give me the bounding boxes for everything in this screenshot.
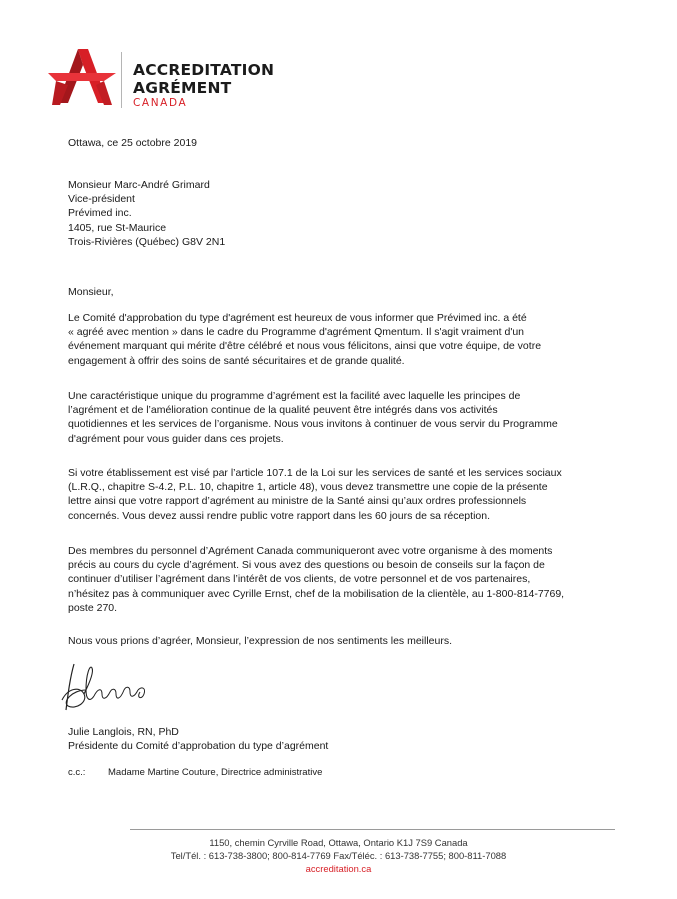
paragraph-line: Le Comité d'approbation du type d'agrément est heureux de vous informer que Prévimed inc. a été <box>68 312 527 324</box>
paragraph-line: n’hésitez pas à communiquer avec Cyrille Ernst, chef de la mobilisation de la clientèle, au 1-800-814-7769, <box>68 587 565 600</box>
paragraph-line: concernés. Vous devez aussi rendre public votre rapport dans les 60 jours de sa réception. <box>68 509 490 522</box>
footer-phones: Tel/Tél. : 613-738-3800; 800-814-7769 Fax/Téléc. : 613-738-7755; 800-811-7088 <box>170 850 507 861</box>
recipient-address <box>68 178 225 249</box>
paragraph-line: Une caractéristique unique du programme d’agrément est la facilité avec laquelle les principes de <box>68 390 521 402</box>
logo-wordmark <box>133 63 274 109</box>
cc-label: c.c.: <box>68 767 86 778</box>
recipient-line: Prévimed inc. <box>68 207 132 220</box>
paragraph-line: (L.R.Q., chapitre S-4.2, P.L. 10, chapitre 1, article 48), vous devez transmettre une copie de la présente <box>68 481 548 494</box>
logo-divider <box>121 52 122 108</box>
logo-text-agrement: AGRÉMENT <box>133 78 232 97</box>
paragraph-line: Des membres du personnel d’Agrément Canada communiqueront avec votre organisme à des moments <box>68 545 553 557</box>
paragraph-line: l’agrément et de l’amélioration continue de la qualité peuvent être intégrés dans vos activités <box>68 404 498 417</box>
paragraph-line: Si votre établissement est visé par l’article 107.1 de la Loi sur les services de santé et les services sociaux <box>68 467 562 479</box>
logo-text-accreditation: ACCREDITATION <box>133 61 275 79</box>
paragraph-line: engagement à offrir des soins de santé sécuritaires et de grande qualité. <box>68 354 405 367</box>
paragraph-line: quotidiennes et les services de l’organisme. Nous vous invitons à continuer de vous servir du Programme <box>68 418 558 431</box>
cc-recipient: Madame Martine Couture, Directrice administrative <box>108 767 323 778</box>
handwritten-signature <box>60 660 150 718</box>
paragraph-line: événement marquant qui mérite d'être célébré et nous vous félicitons, ainsi que votre équipe, de votre <box>68 340 542 353</box>
paragraph-line: d'agrément pour vous guider dans ces projets. <box>68 432 284 445</box>
recipient-line: Monsieur Marc-André Grimard <box>68 179 210 191</box>
letter-date: Ottawa, ce 25 octobre 2019 <box>68 137 197 149</box>
signer-name: Julie Langlois, RN, PhD <box>68 726 179 738</box>
salutation: Monsieur, <box>68 286 114 298</box>
footer-address: 1150, chemin Cyrville Road, Ottawa, Ontario K1J 7S9 Canada <box>209 837 468 848</box>
paragraph-line: précis au cours du cycle d’agrément. Si vous avez des questions ou besoin de conseils sur la façon de <box>68 559 545 572</box>
paragraph-line: continuer d’utiliser l’agrément dans l’intérêt de vos clients, de votre personnel et de vos partenaires, <box>68 573 531 586</box>
paragraph-line: « agréé avec mention » dans le cadre du Programme d'agrément Qmentum. Il s'agit vraiment d'un <box>68 326 524 339</box>
footer-divider <box>130 829 615 830</box>
footer-website-link[interactable]: accreditation.ca <box>305 863 372 874</box>
body-paragraph <box>68 544 564 615</box>
paragraph-line: lettre ainsi que votre rapport d’agrément au ministre de la Santé ainsi qu’aux ordres professionnels <box>68 495 527 508</box>
signer-block <box>68 725 328 753</box>
recipient-line: Trois-Rivières (Québec) G8V 2N1 <box>68 235 226 248</box>
recipient-line: 1405, rue St-Maurice <box>68 221 167 234</box>
logo-text-canada: CANADA <box>133 97 188 109</box>
red-star-logo-icon <box>48 47 116 109</box>
body-paragraph <box>68 311 541 368</box>
signer-title: Présidente du Comité d’approbation du type d’agrément <box>68 740 329 753</box>
recipient-line: Vice-président <box>68 193 135 206</box>
closing-line: Nous vous prions d’agréer, Monsieur, l’expression de nos sentiments les meilleurs. <box>68 635 453 647</box>
body-paragraph <box>68 466 562 523</box>
body-paragraph <box>68 389 558 446</box>
paragraph-line: poste 270. <box>68 601 118 614</box>
